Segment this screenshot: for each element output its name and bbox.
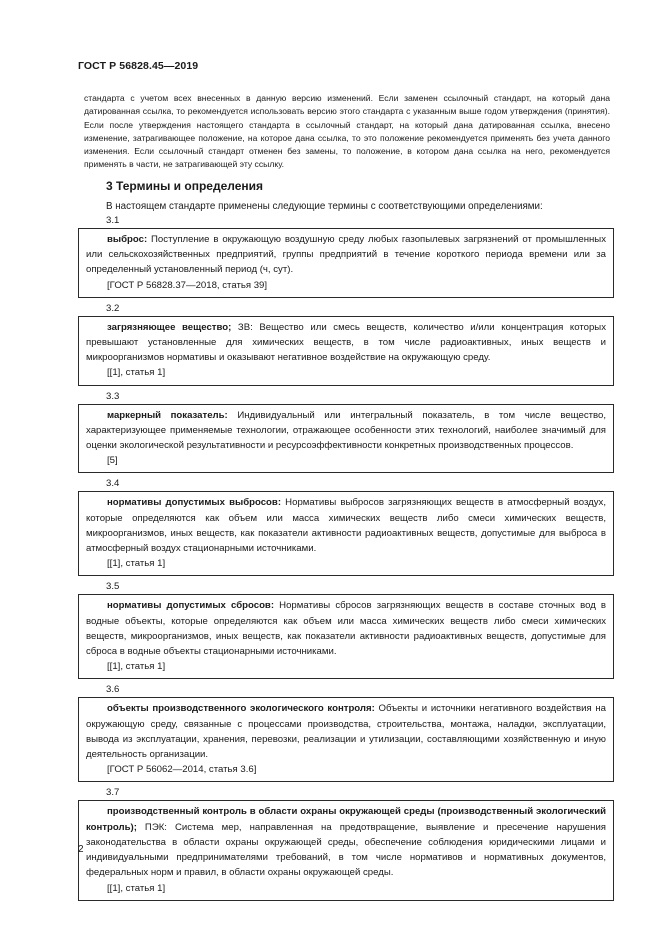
term-entry (78, 228, 614, 298)
term-entry (78, 316, 614, 386)
term-entry (78, 697, 614, 782)
term-definition-paragraph (86, 320, 606, 366)
term-definition-paragraph (86, 701, 606, 762)
term-name: нормативы допустимых сбросов: (107, 600, 275, 612)
term-number: 3.1 (106, 215, 120, 226)
term-entry (78, 594, 614, 679)
term-name: выброс: (107, 234, 148, 245)
term-source: [[1], статья 1] (107, 367, 166, 379)
term-number: 3.5 (106, 581, 120, 593)
term-definition: Поступление в окружающую воздушную среду любых газопылевых загрязнений от промышленных или сельскохозяйственных предприятий, группы предприятий в течение короткого периода времени или за определенный установленный период (ч, сут). (86, 234, 606, 276)
section-lead: В настоящем стандарте применены следующие термины с соответствующими определениями: (106, 201, 543, 212)
term-definition: Нормативы выбросов загрязняющих веществ в атмосферный воздух, которые определяются как объем или масса химических веществ либо смеси химических веществ, микроорганизмов, иных веществ, как показатели активности радиоактивных веществ, допустимые для выброса в атмосферный воздух стационарными источниками. (86, 497, 606, 555)
term-source: [[1], статья 1] (107, 661, 166, 673)
intro-paragraph (84, 92, 610, 172)
page-number: 2 (78, 844, 84, 855)
term-source: [[1], статья 1] (107, 882, 166, 894)
term-source: [ГОСТ Р 56828.37—2018, статья 39] (107, 279, 268, 291)
term-entry (78, 404, 614, 474)
section-title: 3 Термины и определения (106, 179, 264, 193)
term-definition-paragraph (86, 804, 606, 880)
terms-list (78, 213, 614, 904)
term-definition: Индивидуальный или интегральный показатель, в том числе вещество, характеризующее применяемые технологии, отражающее особенности этих технологий, наиболее значимый для оценки экологической результативности и ресурсоэффективности конкретных производственных процессов. (86, 409, 606, 452)
term-source: [[1], статья 1] (107, 558, 166, 570)
term-number: 3.7 (106, 787, 120, 799)
term-definition-paragraph (86, 495, 606, 556)
term-definition: ЗВ: Вещество или смесь веществ, количество и/или концентрация которых превышают установленные для химических веществ, в том числе радиоактивных, иных веществ и микроорганизмов нормативы и оказывают негативное воздействие на окружающую среду. (86, 321, 606, 364)
term-number: 3.6 (106, 684, 120, 696)
term-entry (78, 800, 614, 900)
term-definition-paragraph (86, 232, 606, 278)
standard-code-header: ГОСТ Р 56828.45—2019 (78, 60, 199, 72)
term-source: [5] (107, 455, 118, 467)
term-definition-paragraph (86, 408, 606, 454)
term-number: 3.4 (106, 478, 120, 490)
term-number: 3.2 (106, 302, 120, 314)
term-name: маркерный показатель: (107, 409, 228, 421)
term-source: [ГОСТ Р 56062—2014, статья 3.6] (107, 764, 257, 776)
term-name: нормативы допустимых выбросов: (107, 497, 282, 509)
term-entry (78, 491, 614, 576)
term-definition: Объекты и источники негативного воздействия на окружающую среду, связанные с процессами производства, строительства, монтажа, наладки, эксплуатации, вывода из эксплуатации, хранения, перевозки, реализации и утилизации, составляющими хозяйственную и иную деятельность организации. (86, 703, 606, 761)
term-definition: Нормативы сбросов загрязняющих веществ в составе сточных вод в водные объекты, которые определяются как объем или масса химических веществ либо смеси химических веществ, микроорганизмов, иных веществ, как показатели активности радиоактивных веществ, допустимые для сброса в водные объекты стационарными источниками. (86, 600, 606, 658)
term-name: объекты производственного экологического контроля: (107, 703, 375, 715)
intro-text: стандарта с учетом всех внесенных в данную версию изменений. Если заменен ссылочный стандарт, на который дана датированная ссылка, то рекомендуется использовать версию этого стандарта с указанным выше годом утверждения (принятия). Если после утверждения настоящего стандарта в ссылочный стандарт, на который дана датированная ссылка, внесено изменение, затрагивающее положение, на которое дана ссылка, то это положение рекомендуется применять без учета данного изменения. Если ссылочный стандарт отменен без замены, то положение, в котором дана ссылка на него, рекомендуется применять в части, не затрагивающей эту ссылку. (84, 93, 610, 170)
term-definition-paragraph (86, 598, 606, 659)
term-name: загрязняющее вещество; (107, 321, 232, 333)
term-definition: ПЭК: Система мер, направленная на предотвращение, выявление и пресечение нарушения законодательства в области охраны окружающей среды, обеспечение соблюдения юридическими лицами и индивидуальными предпринимателями требований, в том числе нормативов и нормативных документов, федеральных норм и правил, в области охраны окружающей среды. (86, 821, 606, 879)
term-number: 3.3 (106, 390, 120, 402)
term-name: производственный контроль в области охраны окружающей среды (производственный экологический контроль); (86, 806, 606, 833)
